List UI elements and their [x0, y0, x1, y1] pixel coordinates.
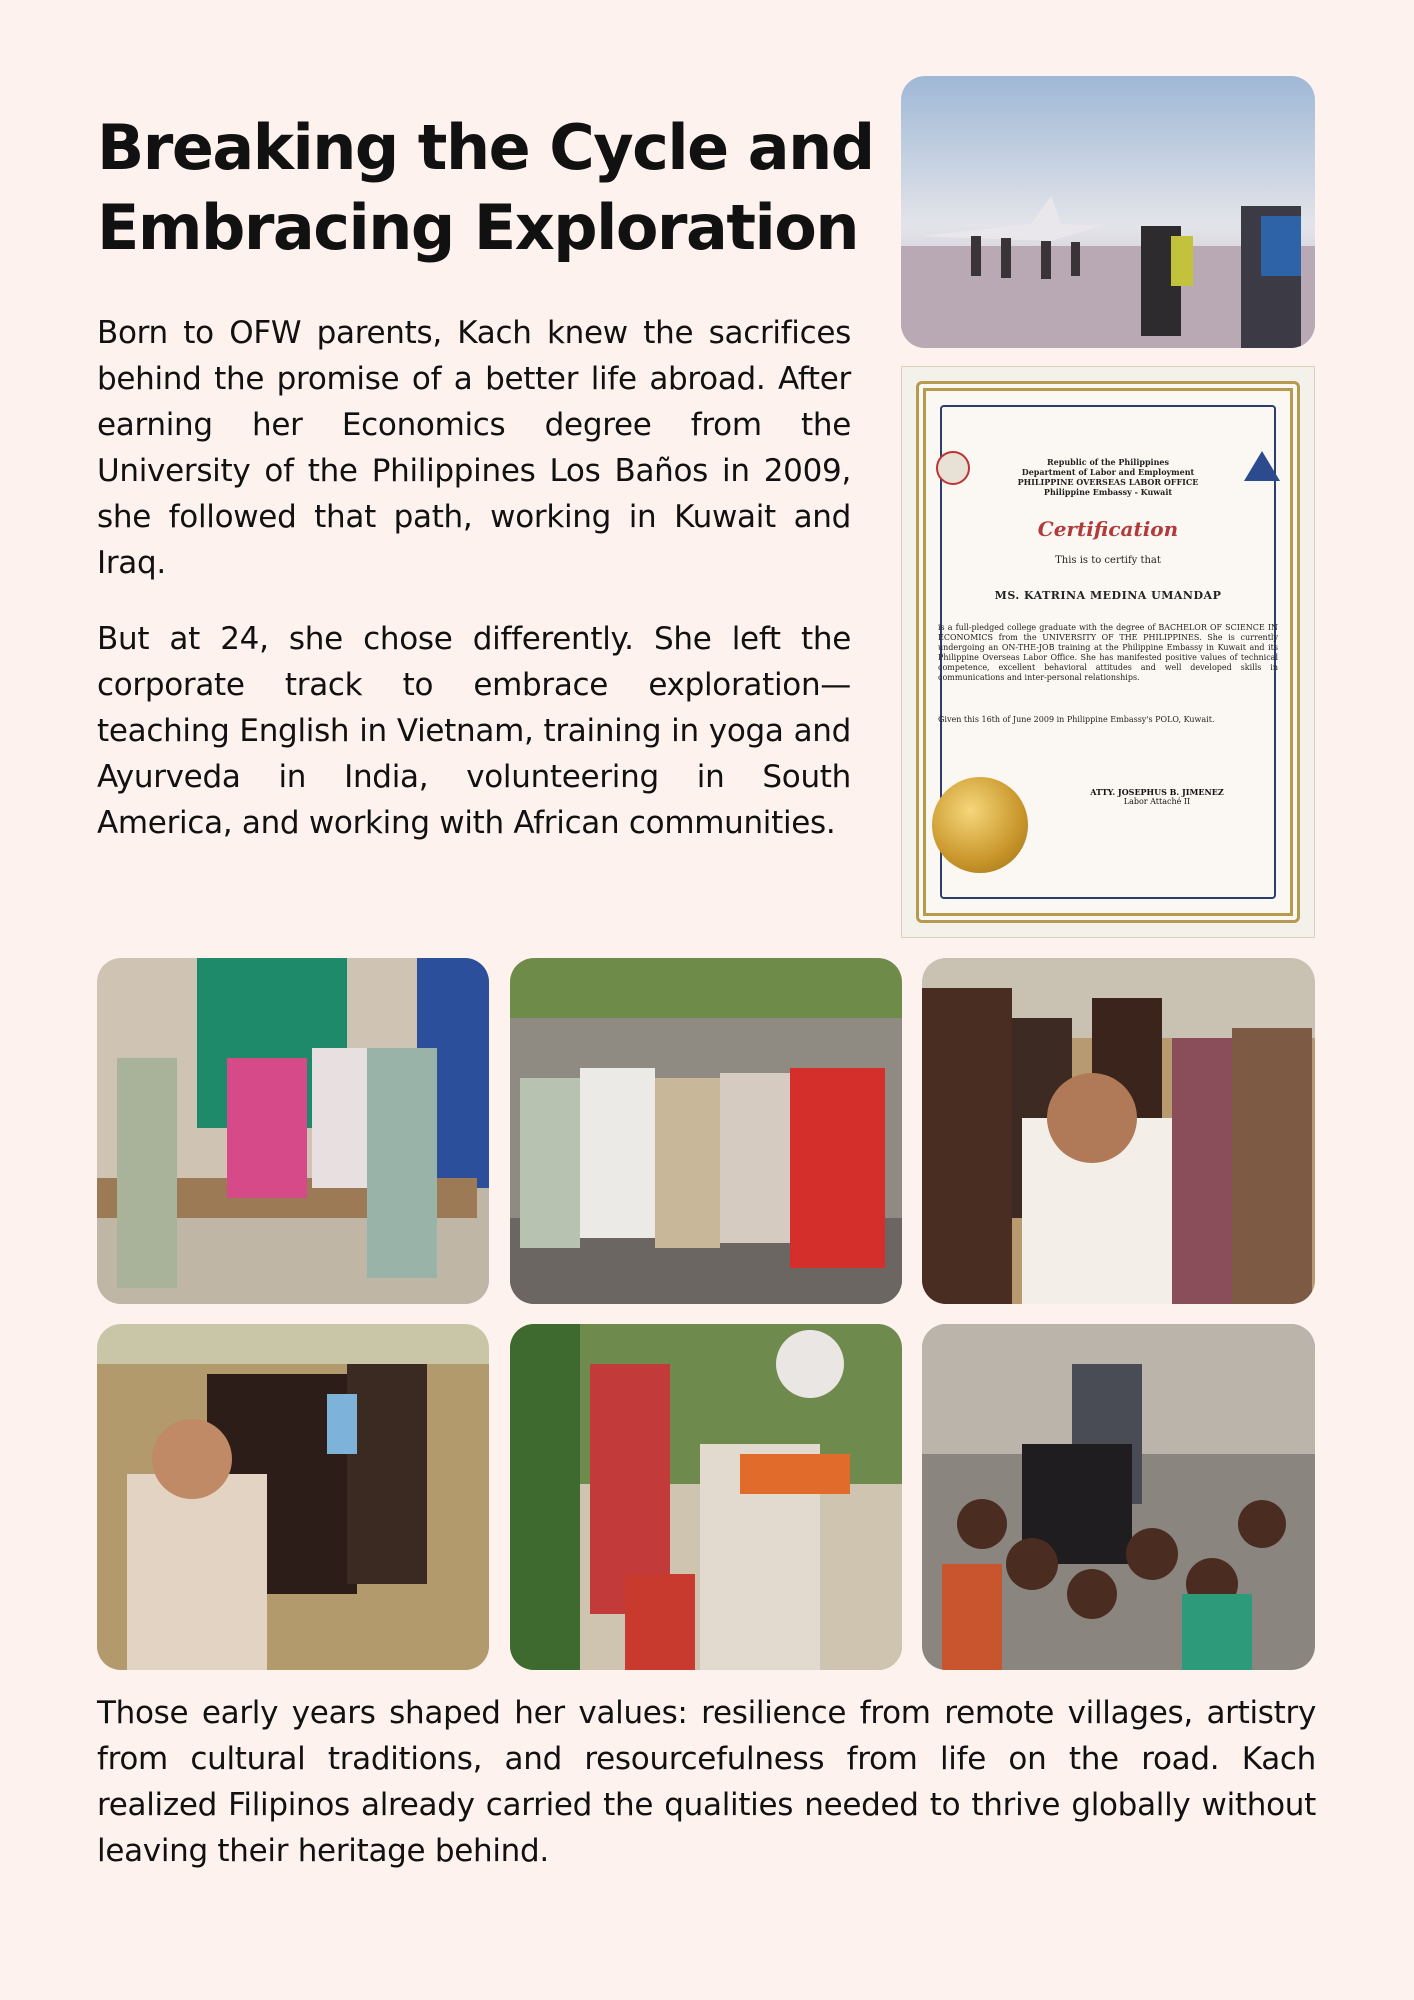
certificate-certify-line: This is to certify that [1055, 555, 1161, 566]
paragraph-exploration: But at 24, she chose differently. She left the corporate track to embrace exploration—teaching English in Vietnam, training in yoga and Ayurveda in India, volunteering in South America, and working with African communities. [97, 621, 851, 841]
photo-garden-dance [510, 1324, 902, 1670]
photo-elders-gathering [510, 958, 902, 1304]
gold-seal-icon [932, 777, 1028, 873]
page-title: Breaking the Cycle and Embracing Exploration [97, 111, 874, 264]
certificate-title: Certification [1037, 517, 1179, 541]
certificate-header: Republic of the Philippines Department of Labor and Employment PHILIPPINE OVERSEAS LABOR OFFICE Philippine Embassy - Kuwait [1017, 457, 1199, 497]
photo-african-youth-selfie [922, 958, 1315, 1304]
certificate-name: MS. KATRINA MEDINA UMANDAP [994, 589, 1222, 602]
photo-children-selfie [97, 1324, 489, 1670]
paragraph-ofw-background: Born to OFW parents, Kach knew the sacrifices behind the promise of a better life abroad. After earning her Economics degree from the University of the Philippines Los Baños in 2009, she followed that path, working in Kuwait and Iraq. [97, 315, 851, 581]
certificate-body: is a full-pledged college graduate with the degree of BACHELOR OF SCIENCE IN ECONOMICS from the UNIVERSITY OF THE PHILIPPINES. She is currently undergoing an ON-THE-JOB training at the Philippine Embassy in Kuwait and its Philippine Overseas Labor Office. She has manifested positive values of technical competence, excellent behavioral attitudes and well developed skills in communications and inter-personal relationships. [938, 623, 1278, 682]
certificate-signatory: ATTY. JOSEPHUS B. JIMENEZ Labor Attaché II [1090, 787, 1224, 806]
certificate-image [901, 366, 1315, 938]
photo-village-children [922, 1324, 1315, 1670]
photo-airport-tarmac [901, 76, 1315, 348]
paragraph-values: Those early years shaped her values: resilience from remote villages, artistry from cultural traditions, and resourcefulness from life on the road. Kach realized Filipinos already carried the qualities needed to thrive globally without leaving their heritage behind. [97, 1695, 1316, 1869]
certificate-given: Given this 16th of June 2009 in Philippine Embassy's POLO, Kuwait. [938, 715, 1215, 724]
photo-village-bench [97, 958, 489, 1304]
